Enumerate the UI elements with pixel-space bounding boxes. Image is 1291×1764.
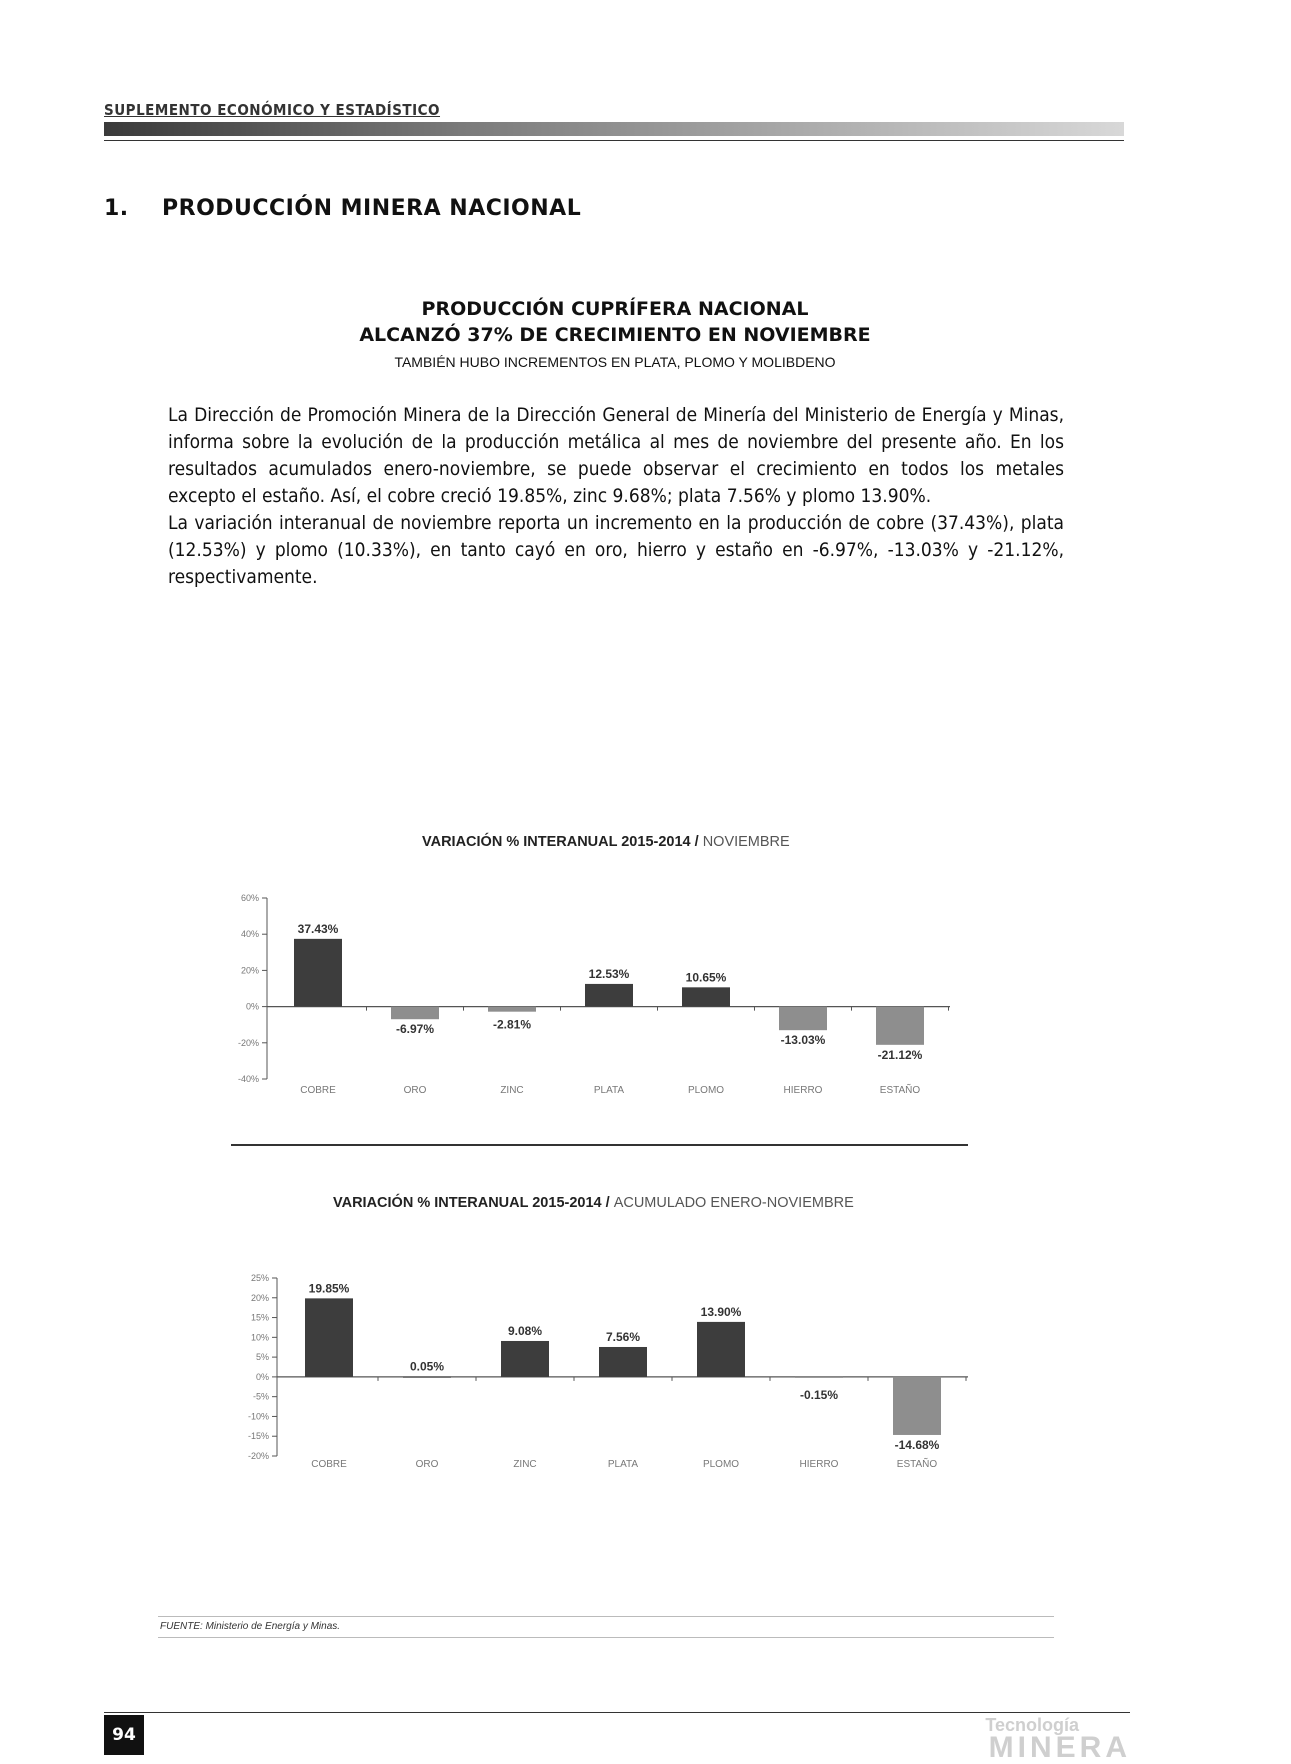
y-tick-label: 15% (250, 1312, 269, 1323)
brand-logo (985, 1715, 1131, 1764)
footer-rule (104, 1712, 1130, 1713)
bar-estaño (893, 1377, 941, 1435)
section-title: PRODUCCIÓN MINERA NACIONAL (162, 196, 582, 221)
data-label: -0.15% (799, 1387, 839, 1402)
headline-line-2: ALCANZÓ 37% DE CRECIMIENTO EN NOVIEMBRE (359, 324, 871, 346)
category-label: COBRE (311, 1459, 347, 1470)
source-rule-top (158, 1616, 1054, 1617)
y-tick-label: 10% (250, 1332, 269, 1343)
category-label: PLATA (607, 1459, 639, 1470)
source-rule-bottom (158, 1637, 1054, 1638)
article-paragraph-1: La Dirección de Promoción Minera de la Dirección General de Minería del Ministerio de Energía y Minas, informa sobre la evolución de la producción metálica al mes de noviembre del presente año. En los resultados acumulados enero-noviembre, se puede observar el crecimiento en todos los metales excepto el estaño. Así, el cobre creció 19.85%, zinc 9.68%; plata 7.56% y plomo 13.90%. (168, 404, 1064, 507)
category-label: HIERRO (783, 1085, 823, 1096)
category-label: HIERRO (799, 1459, 839, 1470)
data-label: 0.05% (409, 1359, 445, 1374)
y-tick-label: -20% (237, 1037, 259, 1048)
y-tick-label: -5% (252, 1391, 269, 1402)
source-note: FUENTE: Ministerio de Energía y Minas. (160, 1621, 341, 1632)
bar-zinc (501, 1341, 549, 1377)
brand-line-1: Tecnología (985, 1715, 1079, 1735)
data-label: 10.65% (685, 970, 727, 985)
y-tick-label: 60% (240, 893, 259, 903)
data-label: -2.81% (492, 1017, 532, 1032)
bar-oro (403, 1377, 451, 1378)
category-label: ORO (415, 1459, 439, 1470)
bar-plata (599, 1347, 647, 1377)
y-tick-label: 5% (255, 1352, 269, 1363)
supplement-header-label: SUPLEMENTO ECONÓMICO Y ESTADÍSTICO (104, 101, 441, 119)
category-label: COBRE (300, 1085, 336, 1096)
page-number: 94 (104, 1715, 144, 1755)
y-tick-label: 20% (240, 965, 259, 976)
data-label: -13.03% (780, 1033, 826, 1048)
chart-2-title-accent: ACUMULADO ENERO-NOVIEMBRE (613, 1195, 854, 1211)
category-label: PLOMO (687, 1085, 725, 1096)
chart-2-title-main: VARIACIÓN % INTERANUAL 2015-2014 / (333, 1195, 610, 1211)
brand-line-2: MINERA (988, 1731, 1131, 1764)
y-tick-label: -20% (247, 1451, 269, 1461)
data-label: 13.90% (700, 1304, 742, 1319)
category-label: ESTAÑO (896, 1459, 938, 1470)
section-number: 1. (104, 196, 129, 221)
data-label: -14.68% (894, 1437, 940, 1452)
category-label: ZINC (500, 1085, 524, 1096)
headline-line-1: PRODUCCIÓN CUPRÍFERA NACIONAL (421, 298, 809, 320)
y-tick-label: 40% (240, 929, 259, 940)
category-label: PLATA (593, 1085, 625, 1096)
y-tick-label: 20% (250, 1292, 269, 1303)
y-tick-label: -10% (247, 1411, 269, 1422)
bar-plomo (697, 1322, 745, 1377)
y-tick-label: 0% (245, 1001, 259, 1012)
bar-cobre (305, 1298, 353, 1377)
chart-1-title-accent: NOVIEMBRE (702, 834, 790, 850)
y-tick-label: 25% (250, 1273, 269, 1283)
data-label: -6.97% (395, 1022, 435, 1037)
y-tick-label: -40% (237, 1074, 259, 1084)
y-tick-label: -15% (247, 1431, 269, 1442)
category-label: PLOMO (702, 1459, 740, 1470)
article-paragraph-2: La variación interanual de noviembre reporta un incremento en la producción de cobre (37.43%), plata (12.53%) y plomo (10.33%), en tanto cayó en oro, hierro y estaño en -6.97%, -13.03% y -21.12%, respectivamente. (168, 512, 1064, 588)
y-tick-label: 0% (255, 1371, 269, 1382)
data-label: -21.12% (877, 1047, 923, 1062)
data-label: 7.56% (605, 1329, 641, 1344)
data-label: 19.85% (308, 1281, 350, 1296)
category-label: ZINC (513, 1459, 537, 1470)
data-label: 9.08% (507, 1323, 543, 1338)
subheadline: TAMBIÉN HUBO INCREMENTOS EN PLATA, PLOMO Y MOLIBDENO (394, 354, 836, 370)
category-label: ORO (403, 1085, 427, 1096)
data-label: 12.53% (588, 966, 630, 981)
data-label: 37.43% (297, 921, 339, 936)
bar-hierro (795, 1377, 843, 1378)
category-label: ESTAÑO (879, 1085, 921, 1096)
chart-1-title-main: VARIACIÓN % INTERANUAL 2015-2014 / (422, 834, 699, 850)
